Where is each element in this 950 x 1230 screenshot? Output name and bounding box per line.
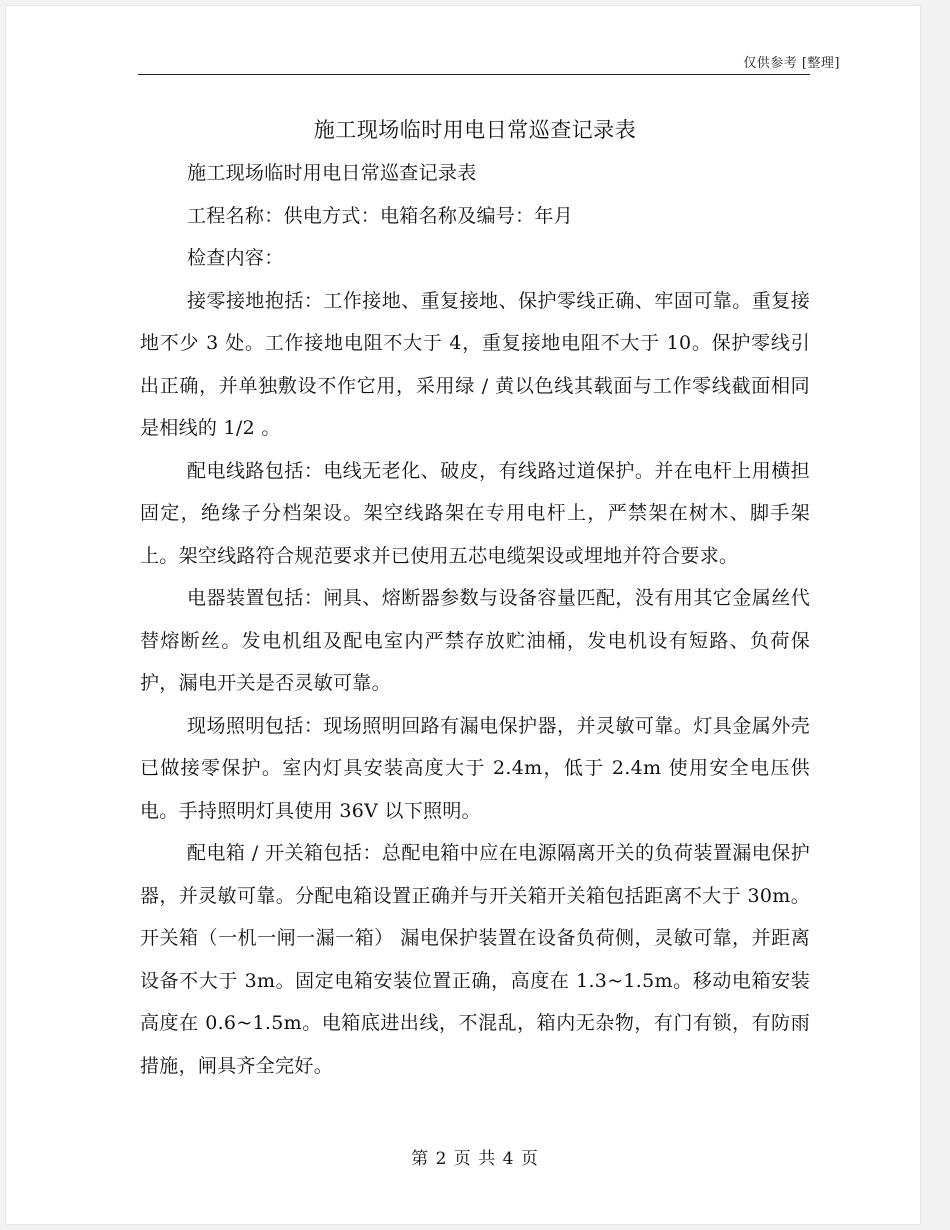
header-divider (138, 74, 810, 75)
wiring-paragraph: 配电线路包括：电线无老化、破皮，有线路过道保护。并在电杆上用横担固定，绝缘子分档架设。架空线路架在专用电杆上，严禁架在树木、脚手架上。架空线路符合规范要求并已使用五芯电缆架设或埋地并符合要求。 (140, 459, 810, 567)
project-info-paragraph: 工程名称：供电方式：电箱名称及编号：年月 (187, 204, 574, 227)
header-note: 仅供参考 [整理] (743, 56, 840, 71)
page-number: 第 2 页 共 4 页 (411, 1149, 539, 1169)
document-title: 施工现场临时用电日常巡查记录表 (313, 118, 637, 142)
subtitle-paragraph: 施工现场临时用电日常巡查记录表 (187, 162, 477, 184)
electrical-devices-paragraph: 电器装置包括：闸具、熔断器参数与设备容量匹配，没有用其它金属丝代替熔断丝。发电机组及配电室内严禁存放贮油桶，发电机设有短路、负荷保护，漏电开关是否灵敏可靠。 (140, 587, 810, 694)
inspection-heading-paragraph: 检查内容： (187, 247, 284, 269)
lighting-paragraph: 现场照明包括：现场照明回路有漏电保护器，并灵敏可靠。灯具金属外壳已做接零保护。室内灯具安装高度大于 2.4m，低于 2.4m 使用安全电压供电。手持照明灯具使用 36V 以下照明。 (140, 714, 810, 822)
document-body (140, 152, 810, 1087)
distribution-box-paragraph: 配电箱 / 开关箱包括：总配电箱中应在电源隔离开关的负荷装置漏电保护器，并灵敏可靠。分配电箱设置正确并与开关箱开关箱包括距离不大于 30m。开关箱（一机一闸一漏一箱） 漏电保护装置在设备负荷侧，灵敏可靠，并距离设备不大于 3m。固定电箱安装位置正确，高度在 1.3~1.5m。移动电箱安装高度在 0.6~1.5m。电箱底进出线，不混乱，箱内无杂物，有门有锁，有防雨措施，闸具齐全完好。 (140, 842, 810, 1077)
grounding-paragraph: 接零接地抱括：工作接地、重复接地、保护零线正确、牢固可靠。重复接地不少 3 处。工作接地电阻不大于 4，重复接地电阻不大于 10。保护零线引出正确，并单独敷设不作它用，采用绿 / 黄以色线其载面与工作零线截面相同是相线的 1/2 。 (140, 289, 810, 439)
